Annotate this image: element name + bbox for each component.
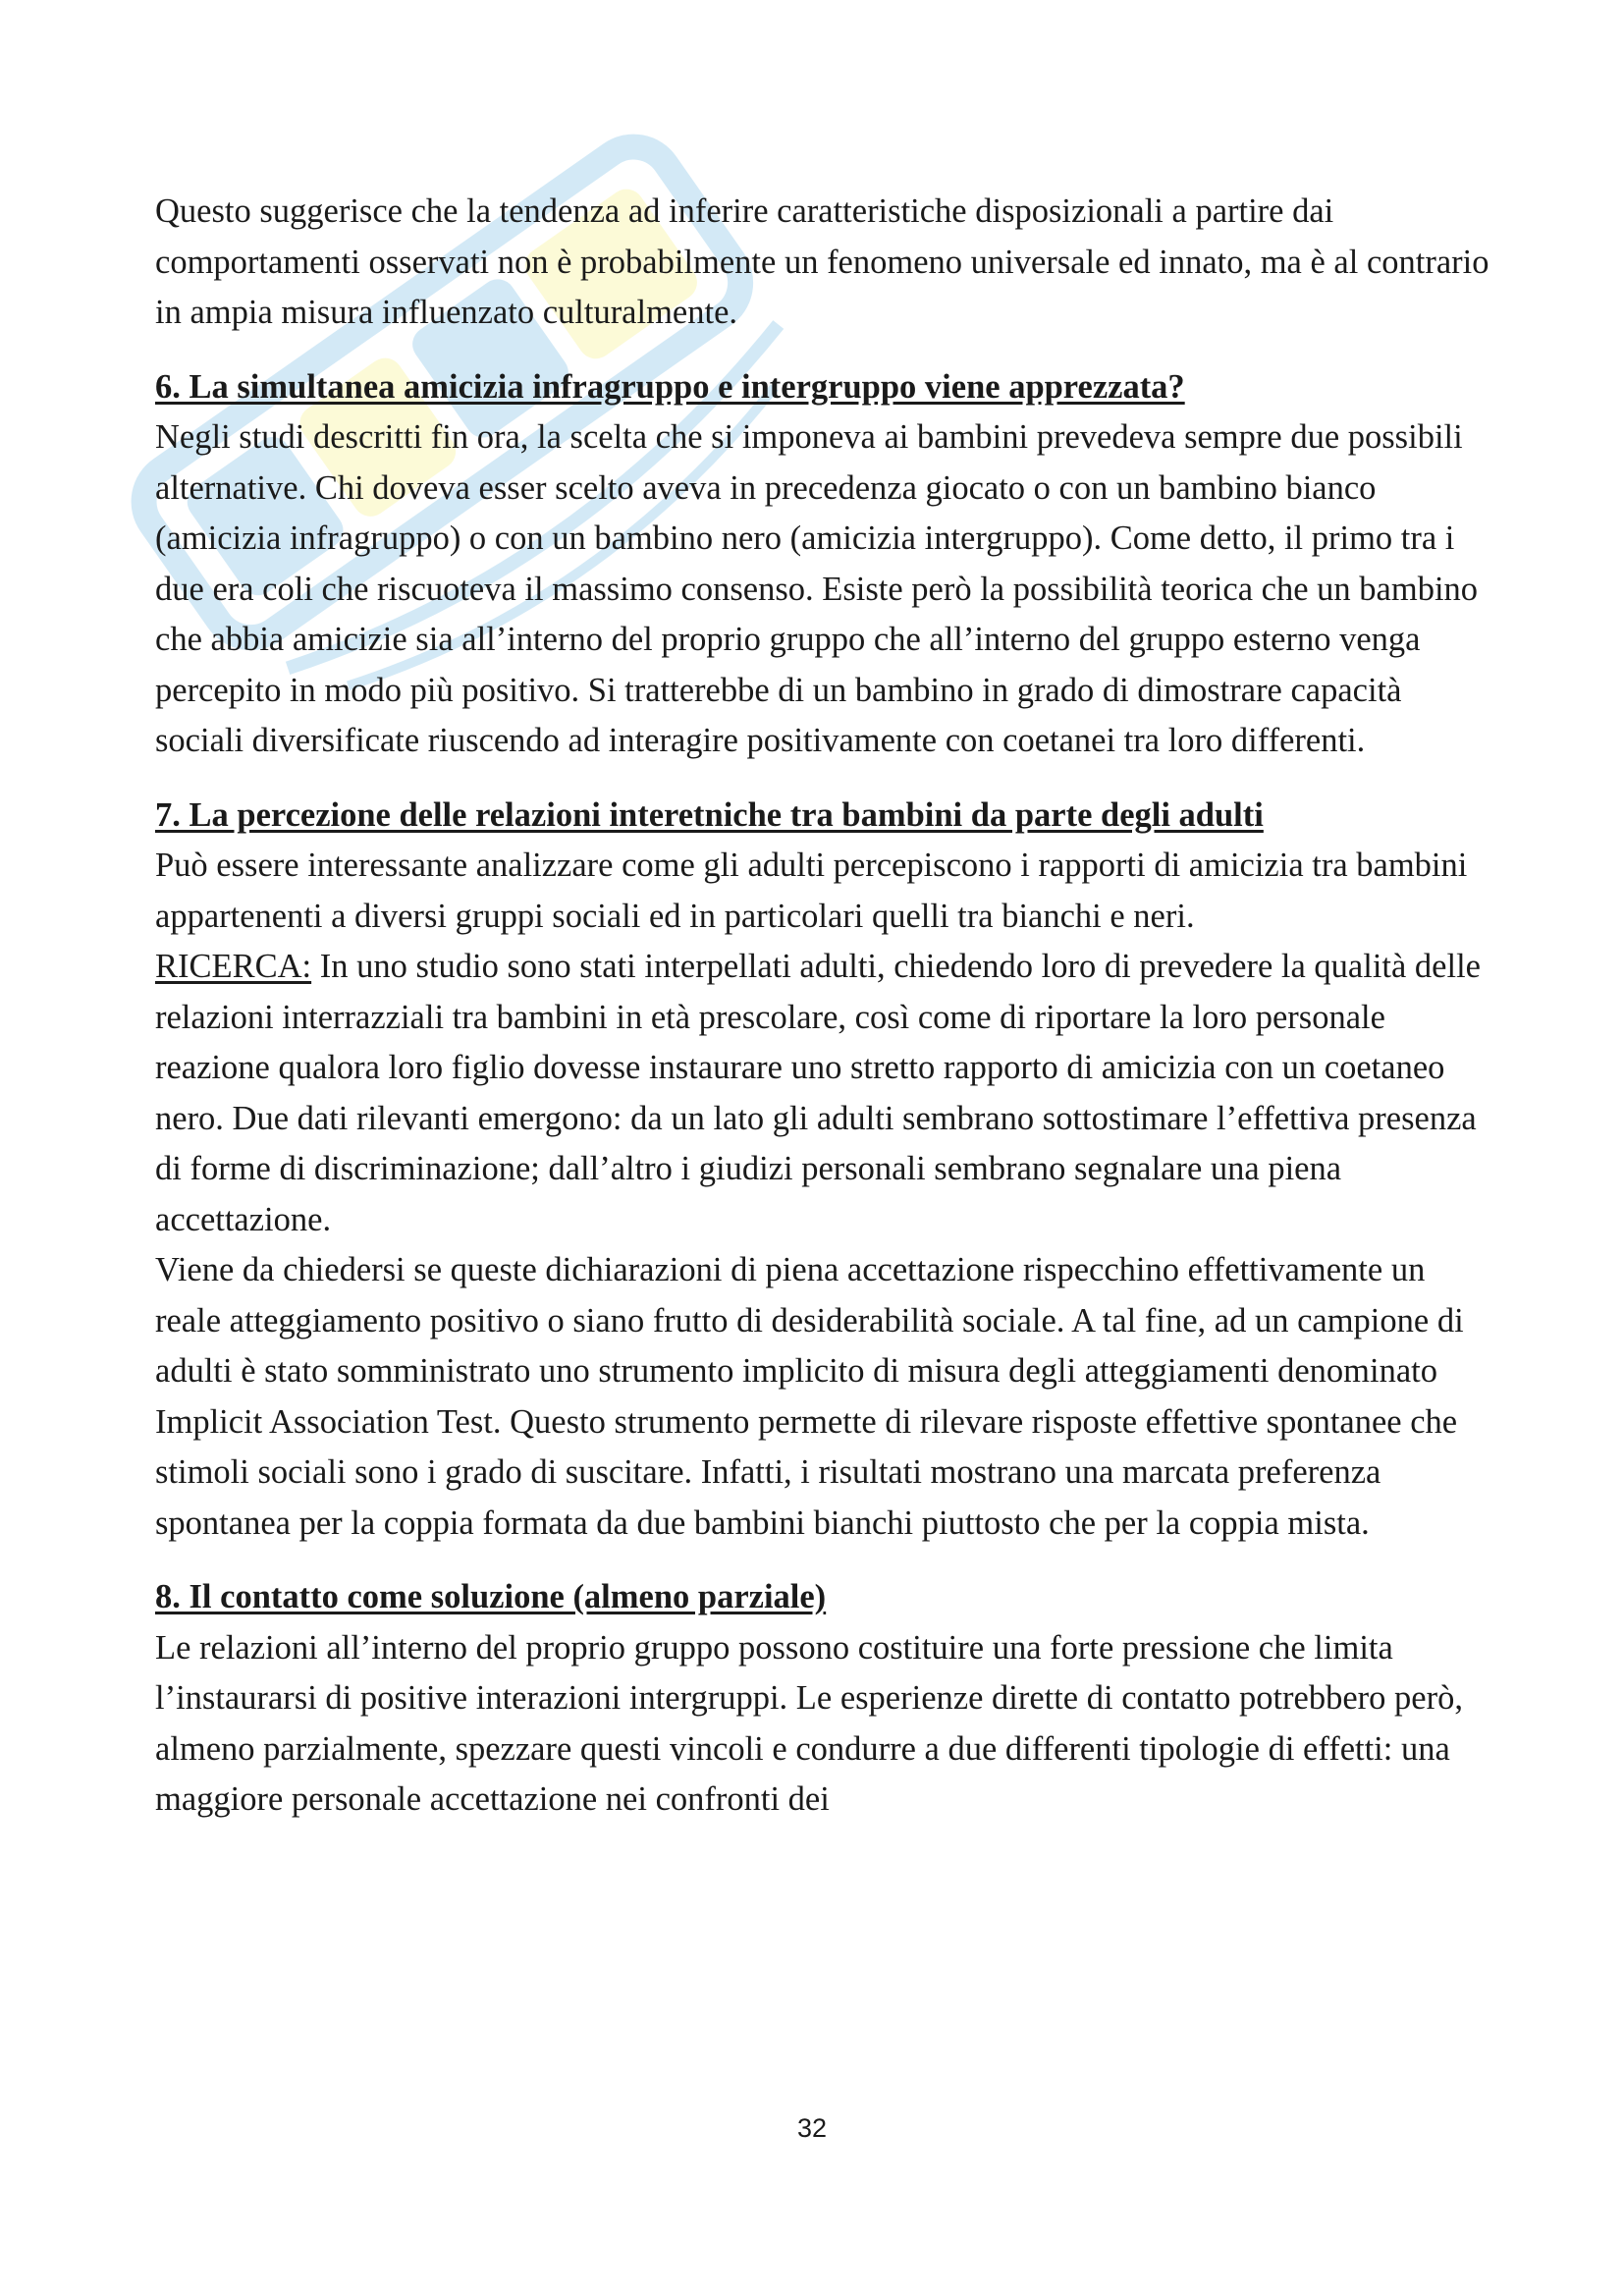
- section-7-closing-paragraph: Viene da chiedersi se queste dichiarazioni di piena accettazione rispecchino effettivamente un reale atteggiamento positivo o siano frutto di desiderabilità sociale. A tal fine, ad un campione di adulti è stato somministrato uno strumento implicito di misura degli atteggiamenti denominato Implicit Association Test. Questo strumento permette di rilevare risposte effettive spontanee che stimoli sociali sono i grado di suscitare. Infatti, i risultati mostrano una marcata preferenza spontanea per la coppia formata da due bambini bianchi piuttosto che per la coppia mista.: [155, 1251, 1464, 1542]
- research-paragraph: [155, 942, 1490, 1245]
- research-label: RICERCA:: [155, 948, 312, 985]
- section-7-heading: 7. La percezione delle relazioni interetniche tra bambini da parte degli adulti: [155, 795, 1264, 834]
- document-body: [155, 187, 1490, 1826]
- section-6-paragraph: Negli studi descritti fin ora, la scelta che si imponeva ai bambini prevedeva sempre due possibili alternative. Chi doveva esser scelto aveva in precedenza giocato o con un bambino bianco (amicizia infragruppo) o con un bambino nero (amicizia intergruppo). Come detto, il primo tra i due era coli che riscuoteva il massimo consenso. Esiste però la possibilità teorica che un bambino che abbia amicizie sia all’interno del proprio gruppo che all’interno del gruppo esterno venga percepito in modo più positivo. Si tratterebbe di un bambino in grado di dimostrare capacità sociali diversificate riuscendo ad interagire positivamente con coetanei tra loro differenti.: [155, 418, 1479, 759]
- page-number: 32: [796, 2113, 828, 2143]
- section-7-paragraph: Può essere interessante analizzare come gli adulti percepiscono i rapporti di amicizia tra bambini appartenenti a diversi gruppi sociali ed in particolari quelli tra bianchi e neri.: [155, 847, 1468, 935]
- intro-paragraph: Questo suggerisce che la tendenza ad inferire caratteristiche disposizionali a partire dai comportamenti osservati non è probabilmente un fenomeno universale ed innato, ma è al contrario in ampia misura influenzato culturalmente.: [155, 192, 1489, 331]
- section-6-heading: 6. La simultanea amicizia infragruppo e intergruppo viene apprezzata?: [155, 367, 1185, 406]
- section-8-paragraph: Le relazioni all’interno del proprio gruppo possono costituire una forte pressione che limita l’instaurarsi di positive interazioni intergruppi. Le esperienze dirette di contatto potrebbero però, almeno parzialmente, spezzare questi vincoli e condurre a due differenti tipologie di effetti: una maggiore personale accettazione nei confronti dei: [155, 1628, 1463, 1818]
- section-8-heading: 8. Il contatto come soluzione (almeno parziale): [155, 1578, 827, 1615]
- research-text: In uno studio sono stati interpellati adulti, chiedendo loro di prevedere la qualità delle relazioni interrazziali tra bambini in età prescolare, così come di riportare la loro personale reazione qualora loro figlio dovesse instaurare uno stretto rapporto di amicizia con un coetaneo nero. Due dati rilevanti emergono: da un lato gli adulti sembrano sottostimare l’effettiva presenza di forme di discriminazione; dall’altro i giudizi personali sembrano segnalare una piena accettazione.: [155, 948, 1481, 1238]
